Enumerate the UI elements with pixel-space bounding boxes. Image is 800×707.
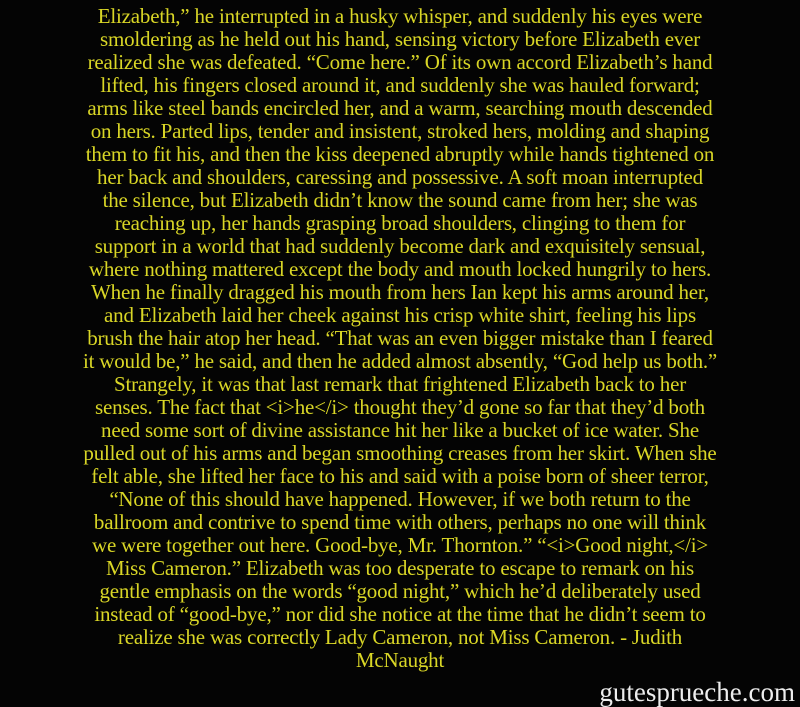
quote-line: pulled out of his arms and began smoothing creases from her skirt. When she bbox=[83, 441, 717, 465]
quote-line: instead of “good-bye,” nor did she notice at the time that he didn’t seem to bbox=[94, 602, 706, 626]
quote-line: reaching up, her hands grasping broad shoulders, clinging to them for bbox=[114, 211, 686, 235]
quote-line: her back and shoulders, caressing and possessive. A soft moan interrupted bbox=[97, 165, 703, 189]
quote-line: realize she was correctly Lady Cameron, not Miss Cameron. - Judith bbox=[117, 625, 683, 649]
quote-line: Strangely, it was that last remark that frightened Elizabeth back to her bbox=[113, 372, 687, 396]
quote-line: on hers. Parted lips, tender and insistent, stroked hers, molding and shaping bbox=[90, 119, 710, 143]
quote-line: smoldering as he held out his hand, sensing victory before Elizabeth ever bbox=[99, 27, 701, 51]
quote-line: Miss Cameron.” Elizabeth was too desperate to escape to remark on his bbox=[105, 556, 694, 580]
quote-line: “None of this should have happened. However, if we both return to the bbox=[109, 487, 691, 511]
quote-line: the silence, but Elizabeth didn’t know the sound came from her; she was bbox=[102, 188, 698, 212]
quote-line: we were together out here. Good-bye, Mr. Thornton.” “<i>Good night,</i> bbox=[92, 533, 708, 557]
watermark-site-url: gutesprueche.com bbox=[599, 677, 795, 707]
quote-line: support in a world that had suddenly become dark and exquisitely sensual, bbox=[94, 234, 706, 258]
quote-line: need some sort of divine assistance hit her like a bucket of ice water. She bbox=[101, 418, 699, 442]
quote-line: and Elizabeth laid her cheek against his crisp white shirt, feeling his lips bbox=[104, 303, 696, 327]
quote-line: When he finally dragged his mouth from hers Ian kept his arms around her, bbox=[91, 280, 709, 304]
quote-line: them to fit his, and then the kiss deepened abruptly while hands tightened on bbox=[85, 142, 715, 166]
quote-line: McNaught bbox=[355, 648, 445, 672]
quote-text bbox=[0, 5, 800, 672]
quote-line: lifted, his fingers closed around it, and suddenly she was hauled forward; bbox=[100, 73, 700, 97]
quote-line: ballroom and contrive to spend time with others, perhaps no one will think bbox=[93, 510, 707, 534]
quote-line: arms like steel bands encircled her, and a warm, searching mouth descended bbox=[87, 96, 713, 120]
quote-line: it would be,” he said, and then he added almost absently, “God help us both.” bbox=[82, 349, 718, 373]
quote-line: gentle emphasis on the words “good night,” which he’d deliberately used bbox=[99, 579, 701, 603]
quote-line: felt able, she lifted her face to his and said with a poise born of sheer terror, bbox=[91, 464, 709, 488]
quote-line: Elizabeth,” he interrupted in a husky whisper, and suddenly his eyes were bbox=[97, 4, 703, 28]
quote-line: where nothing mattered except the body and mouth locked hungrily to hers. bbox=[88, 257, 712, 281]
quote-line: senses. The fact that <i>he</i> thought they’d gone so far that they’d both bbox=[95, 395, 705, 419]
quote-line: brush the hair atop her head. “That was an even bigger mistake than I feared bbox=[87, 326, 713, 350]
quote-line: realized she was defeated. “Come here.” Of its own accord Elizabeth’s hand bbox=[87, 50, 713, 74]
